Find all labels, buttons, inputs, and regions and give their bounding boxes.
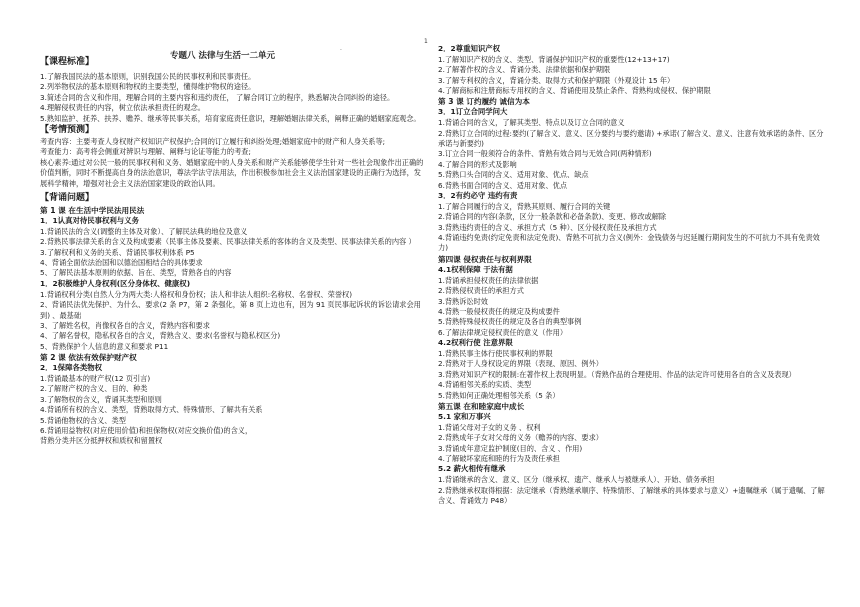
list-item: 4、了解名誉权，隐私权各自的含义，背熟含义、要求(名誉权与隐私权区分) — [40, 331, 281, 341]
list-item: 4、背诵全面依法治国和以德治国相结合的具体要求 — [40, 258, 203, 268]
curriculum-heading: 【课程标准】 — [40, 57, 95, 67]
list-item: 5、背熟保护个人信息的意义和要求 P11 — [40, 341, 169, 351]
lesson-heading: 第五课 在和睦家庭中成长 — [438, 401, 525, 411]
list-item: 3.了解权利和义务的关系、背诵民事权利体系 P5 — [40, 247, 195, 257]
section-list — [438, 349, 828, 401]
section-heading: 3．1订立合同学问大 — [438, 107, 508, 117]
list-item: 3.简述合同的含义和作用，理解合同的主要内容和违约责任， 了解合同订立的程序，熟悉解决合同纠纷的途径。 — [40, 92, 395, 102]
list-item: 2.背熟成年子女对父母的义务（赡养的内容、要求） — [438, 433, 603, 443]
list-item: 5.背诵他物权的含义、类型 — [40, 415, 126, 425]
list-item: 1.背诵合同的含义，了解其类型、特点以及订立合同的意义 — [438, 118, 625, 128]
list-item: 1.背诵民法的含义(调整的主体及对象）、了解民法典的地位及意义 — [40, 226, 248, 236]
list-item: 4.背诵相邻关系的实质、类型 — [438, 380, 532, 390]
list-item: 1.背诵承担侵权责任的法律依据 — [438, 275, 539, 285]
list-item: 4.了解破坏家庭和睦的行为及责任承担 — [438, 453, 560, 463]
lesson-heading: 第 2 课 依法有效保护财产权 — [40, 353, 137, 363]
list-item: 2.背熟订立合同的过程:要约(了解含义、意义、区分要约与要约邀请) +承诺(了解含义、意义、注意有效承诺的条件、区分承诺与新要约) — [438, 128, 824, 149]
lesson-heading: 第四课 侵权责任与权利界限 — [438, 254, 532, 264]
list-item: 1.了解知识产权的含义、类型、背诵保护知识产权的重要性(12+13+17) — [438, 54, 670, 64]
section-list — [438, 276, 828, 338]
list-item: 3.背熟违约责任的含义、承担方式（5 种）、区分侵权责任及承担方式 — [438, 222, 657, 232]
section-list — [40, 374, 425, 447]
list-item: 5.背熟如何正确处理相邻关系（5 条） — [438, 390, 560, 400]
list-item: 考查能力：高考将会侧重对辨识与理解、阐释与论证等能力的考查; — [40, 147, 251, 157]
list-item: 1.背诵权利分类(自然人分为两大类:人格权和身份权；法人和非法人组织:名称权、名誉权、荣誉权) — [40, 289, 353, 299]
list-item: 2.背熟继承权取得根据：法定继承（背熟继承顺序、特殊情形、了解继承的具体要求与意义）+遗嘱继承（属于遗嘱、了解含义、背诵效力 P48） — [438, 485, 825, 505]
section-heading: 3．2有约必守 违约有责 — [438, 191, 518, 201]
dot-mark: · — [340, 47, 342, 54]
list-item: 2.列举物权法的基本原则和物权的主要类型，懂得维护物权的途径。 — [40, 82, 256, 92]
list-item: 3.背熟诉讼时效 — [438, 296, 488, 306]
section-list — [438, 423, 828, 465]
section-list — [40, 290, 425, 352]
list-item: 3.了解专利权的含义，背诵分类、取得方式和保护期限（外观设计 15 年） — [438, 75, 675, 85]
list-item: 4.了解合同的形式及影响 — [438, 159, 517, 169]
section-heading: 5.1 家和万事兴 — [438, 411, 491, 421]
list-item: 1.了解我国民法的基本原则，识别我国公民的民事权利和民事责任。 — [40, 72, 256, 81]
list-item: 5.背熟特殊侵权责任的规定及各自的典型事例 — [438, 317, 582, 327]
list-item: 6.背诵用益物权(对应使用价值)和担保物权(对应交换价值)的含义， — [40, 425, 253, 435]
list-item: 1.背诵最基本的财产权(12 页引言) — [40, 373, 151, 383]
lesson-heading: 第 3 课 订约履约 诚信为本 — [438, 97, 530, 107]
list-item: 2.背熟民事法律关系的含义及构成要素（民事主体及要素、民事法律关系的客体的含义及类型、民事法律关系的内容 ） — [40, 237, 416, 247]
list-item: 6.了解法律规定侵权责任的意义（作用） — [438, 327, 568, 337]
section-heading: 2．2尊重知识产权 — [438, 44, 501, 53]
list-item: 2.背熟侵权责任的承担方式 — [438, 286, 524, 296]
list-item: 4.理解侵权责任的内容，树立依法承担责任的观念。 — [40, 103, 205, 113]
left-column — [40, 42, 425, 447]
list-item: 3、了解姓名权，肖像权各自的含义，背熟内容和要求 — [40, 320, 210, 330]
list-item: 2.背熟对于人身权设定的界限（表现、原因、例外） — [438, 359, 603, 369]
list-item: 2.背诵合同的内容(条款，区分一般条款和必备条款)、变更、修改或解除 — [438, 212, 667, 222]
list-item: 4.了解商标和注册商标专用权的含义、背诵使用及禁止条件、背熟构成侵权、保护期限 — [438, 86, 711, 96]
forecast-heading: 【考情预测】 — [40, 125, 95, 136]
list-item: 1.了解合同履行的含义，背熟其原则、履行合同的关键 — [438, 201, 611, 211]
list-item: 核心素养:通过对公民一般的民事权利和义务、婚姻家庭中的人身关系和财产关系能够使学生针对一些社会现象作出正确的价值判断，同时不断提高自身的法治意识，尊法学法守法用法，作出积极参加社会主义法治国家建设的正确行为选择，发展科学精神，增强对社会主义法治国家建设的政治认同。 — [40, 157, 424, 188]
section-heading: 1．2积极维护人身权利(区分身体权、健康权) — [40, 278, 191, 288]
section-heading: 2．1保障各类物权 — [40, 363, 103, 373]
list-item: 1.背诵父母对子女的义务 、权利 — [438, 422, 541, 432]
section-list — [438, 118, 828, 191]
list-item: 1.背熟民事主体行使民事权利的界限 — [438, 348, 553, 358]
list-item: 3.了解物权的含义，背诵其类型和原则 — [40, 394, 162, 404]
list-item: 考查内容：主要考查人身权财产权知识产权保护;合同的订立履行和纠纷处理;婚姻家庭中的财产和人身关系等; — [40, 137, 386, 147]
list-item: 4.背熟一般侵权责任的规定及构成要件 — [438, 306, 560, 316]
list-item: 1.背诵继承的含义、意义、区分（继承权、遗产、继承人与被继承人）、开始、债务承担 — [438, 475, 715, 485]
list-item: 3.背熟对知识产权的限制:在著作权上表现明显。（背熟作品的合理使用、作品的法定许可使用各自的含义及表现） — [438, 369, 796, 379]
list-item: 5.背熟口头合同的含义、适用对象、优点、缺点 — [438, 170, 589, 180]
list-item: 4.背诵违约免责(约定免责和法定免责)、背熟不可抗力含义(例外：金钱债务与迟延履行期间发生的不可抗力不具有免责效力) — [438, 233, 820, 253]
list-item: 2、背诵民法优先保护、为什么、要求(2 条 P7，第 2 条强化，第 8 页上边也有，因为 91 页民事起诉状的诉讼请求会用到) 、最基础 — [40, 300, 421, 320]
section-list — [438, 202, 828, 254]
list-item: 背熟分类并区分抵押权和质权和留置权 — [40, 436, 163, 446]
list-item: 3.订立合同一般须符合的条件、背熟有效合同与无效合同(两种情形) — [438, 149, 652, 159]
list-item: 6.背熟书面合同的含义、适用对象、优点 — [438, 180, 568, 190]
document-title: 专题八 法律与生活一二单元 — [170, 51, 275, 61]
list-item: 5、了解民法基本原则的依据、旨在、类型，背熟各自的内容 — [40, 268, 232, 278]
list-item: 2.了解著作权的含义、背诵分类、法律依据和保护期限 — [438, 65, 611, 75]
right-column — [438, 44, 828, 506]
lesson-heading: 第 1 课 在生活中学民法用民法 — [40, 206, 145, 216]
section-heading: 4.2权利行使 注意界限 — [438, 338, 513, 348]
page-number: 1 — [424, 38, 428, 45]
section-heading: 1．1认真对待民事权利与义务 — [40, 216, 139, 226]
list-item: 2.了解财产权的含义、目的、种类 — [40, 384, 148, 394]
questions-heading: 【背诵问题】 — [40, 193, 95, 204]
list-item: 3.背诵成年意定监护制度(目的、含义 、作用) — [438, 443, 583, 453]
section-heading: 4.1权利保障 于法有据 — [438, 264, 513, 274]
section-list — [438, 475, 828, 506]
section-heading: 5.2 薪火相传有继承 — [438, 464, 506, 474]
forecast-list — [40, 137, 425, 189]
curriculum-list — [40, 72, 425, 124]
list-item: 5.熟知监护、抚养、扶养、赡养、继承等民事关系，培育家庭责任意识，理解婚姻法律关系，阐释正确的婚姻家庭观念。 — [40, 113, 421, 123]
section-list — [438, 55, 828, 97]
section-list — [40, 227, 425, 279]
list-item: 4.背诵所有权的含义、类型，背熟取得方式、特殊情形、了解共有关系 — [40, 405, 263, 415]
